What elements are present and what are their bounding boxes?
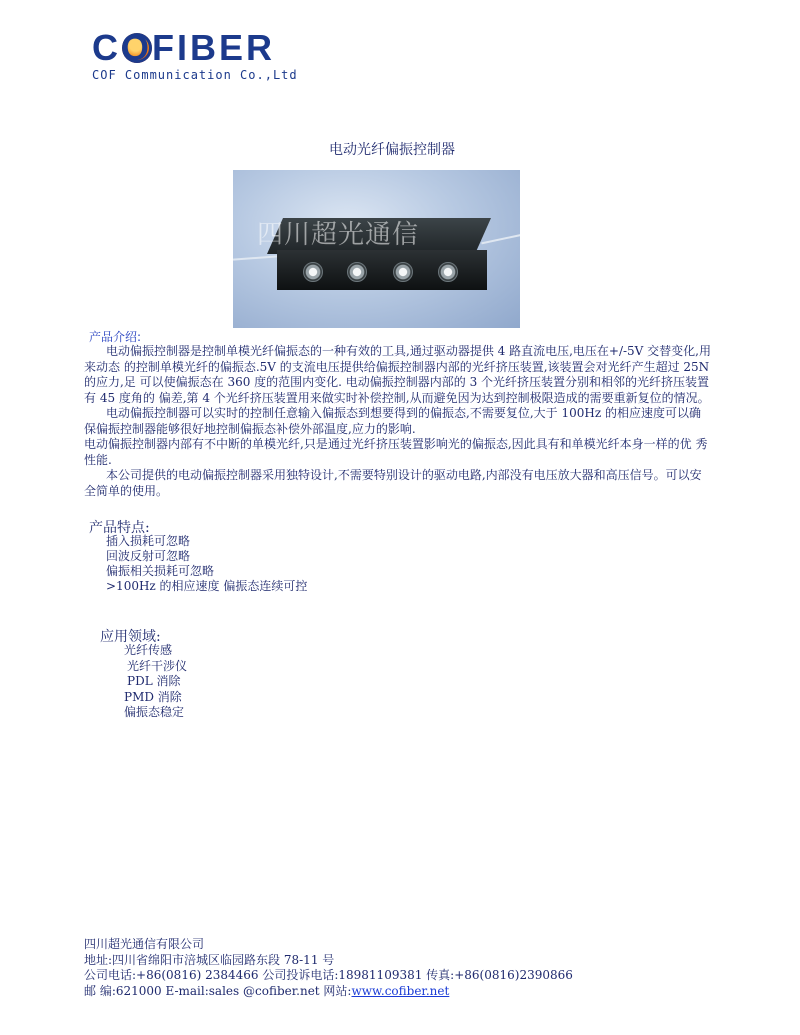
- list-item: 偏振态稳定: [124, 705, 185, 719]
- list-item: PMD 消除: [124, 689, 182, 704]
- logo-letters-fiber: FIBER: [152, 27, 276, 68]
- connector-icon: [347, 262, 367, 282]
- list-item: >100Hz 的相应速度 偏振态连续可控: [106, 579, 308, 593]
- list-item: 偏振相关损耗可忽略: [106, 564, 215, 578]
- intro-paragraph: 电动偏振控制器可以实时的控制任意输入偏振态到想要得到的偏振态,不需要复位,大于 100Hz 的相应速度可以确保偏振控制器能够很好地控制偏振态补偿外部温度,应力的影响.: [84, 406, 701, 436]
- footer-company: 四川超光通信有限公司: [84, 937, 205, 951]
- list-item: PDL 消除: [127, 674, 181, 688]
- connector-icon: [303, 262, 323, 282]
- applications-list: [124, 643, 187, 721]
- list-item: 光纤干涉仪: [127, 658, 188, 673]
- intro-paragraph: 电动偏振控制器是控制单模光纤偏振态的一种有效的工具,通过驱动器提供 4 路直流电压,电压在+/-5V 交替变化,用来动态 的控制单模光纤的偏振态.5V 的支流电压提供给偏振控制器内部的光纤挤压装置,该装置会对光纤产生超过 25N 的应力,足 可以使偏振态在 360 度的范围内变化. 电动偏振控制器内部的 3 个光纤挤压装置分别和相邻的光纤挤压装置有 45 度角的 偏差,第 4 个光纤挤压装置用来做实时补偿控制,从而避免因为达到控制极限造成的需要重新复位的情况。: [84, 344, 711, 405]
- product-photo: [233, 170, 520, 328]
- logo-subtitle: COF Communication Co.,Ltd: [92, 68, 298, 82]
- fiber-right: [481, 234, 520, 245]
- document-title: 电动光纤偏振控制器: [329, 142, 455, 158]
- company-logo: [92, 28, 275, 68]
- list-item: 插入损耗可忽略: [106, 534, 191, 548]
- footer: [84, 937, 573, 999]
- applications-heading: 应用领域:: [100, 629, 161, 645]
- list-item: 光纤传感: [124, 643, 173, 657]
- logo-letter-o: O: [121, 27, 153, 68]
- footer-phones: 公司电话:+86(0816) 2384466 公司投诉电话:18981109381 传真:+86(0816)2390866: [84, 968, 573, 982]
- intro-paragraph: 电动偏振控制器内部有不中断的单模光纤,只是通过光纤挤压装置影响光的偏振态,因此具有和单模光纤本身一样的优 秀性能.: [84, 437, 708, 467]
- list-item: 回波反射可忽略: [106, 549, 191, 563]
- features-heading: 产品特点:: [89, 520, 150, 536]
- connector-icon: [393, 262, 413, 282]
- photo-watermark: 四川超光通信: [257, 220, 420, 250]
- logo-letter-c: C: [92, 27, 121, 68]
- footer-address: 地址:四川省绵阳市涪城区临园路东段 78-11 号: [84, 952, 335, 967]
- features-list: [106, 534, 307, 594]
- fiber-left: [233, 255, 278, 260]
- connector-icon: [438, 262, 458, 282]
- footer-contact: 邮 编:621000 E-mail:sales @cofiber.net 网站:www.cofiber.net: [84, 983, 450, 998]
- intro-label: 产品介绍:: [89, 330, 142, 344]
- website-link[interactable]: www.cofiber.net: [351, 983, 450, 998]
- intro-body: [84, 344, 712, 499]
- intro-paragraph: 本公司提供的电动偏振控制器采用独特设计,不需要特别设计的驱动电路,内部没有电压放大器和高压信号。可以安全简单的使用。: [84, 468, 702, 498]
